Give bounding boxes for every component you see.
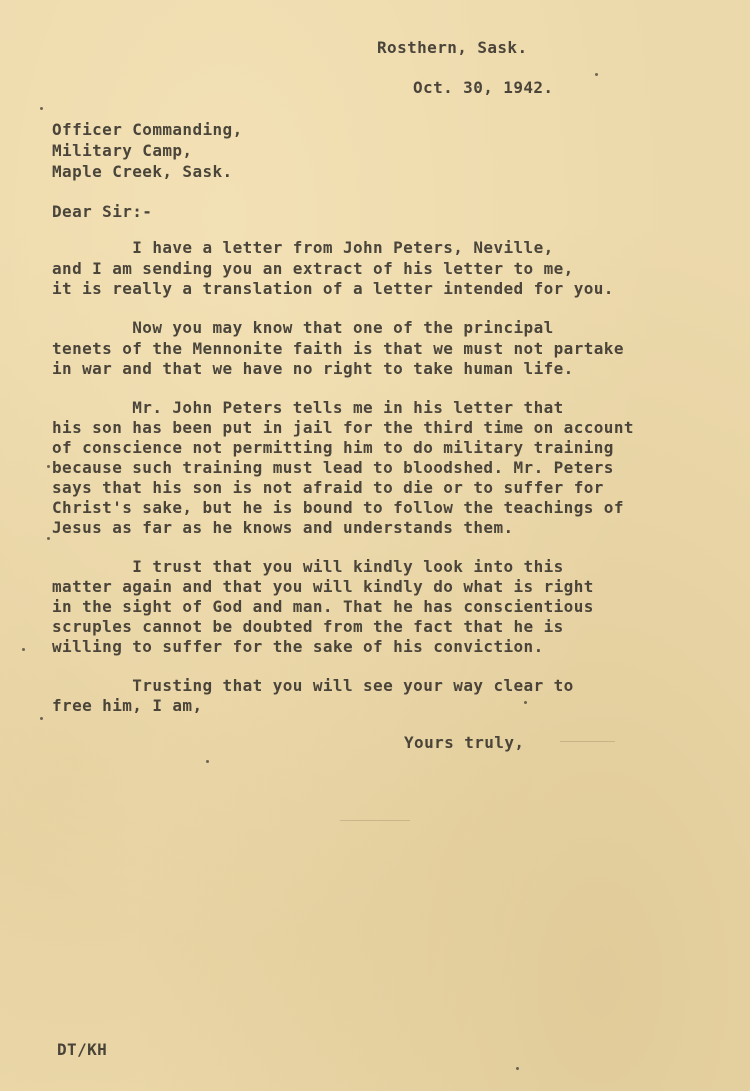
letter-place: Rosthern, Sask.	[377, 38, 528, 57]
paper-speck	[40, 107, 43, 110]
paragraph-line: Mr. John Peters tells me in his letter that	[52, 398, 564, 417]
paper-speck	[524, 701, 527, 704]
paper-speck	[206, 760, 209, 763]
paragraph-line: because such training must lead to bloodshed. Mr. Peters	[52, 458, 614, 477]
typist-initials: DT/KH	[57, 1040, 108, 1059]
paragraph-line: matter again and that you will kindly do what is right	[52, 577, 594, 596]
paragraph-line: in the sight of God and man. That he has conscientious	[52, 597, 594, 616]
recipient-line: Officer Commanding,	[52, 120, 243, 139]
paragraph-line: and I am sending you an extract of his letter to me,	[52, 259, 574, 278]
paper-speck	[47, 465, 50, 468]
recipient-line: Maple Creek, Sask.	[52, 162, 233, 181]
paper-speck	[40, 717, 43, 720]
paragraph-line: in war and that we have no right to take human life.	[52, 359, 574, 378]
paragraph-line: I have a letter from John Peters, Neville,	[52, 238, 554, 257]
letter-date: Oct. 30, 1942.	[413, 78, 554, 97]
paragraph-line: free him, I am,	[52, 696, 203, 715]
paper-speck	[516, 1067, 519, 1070]
paper-mark	[340, 820, 410, 821]
paper-speck	[47, 537, 50, 540]
paragraph-line: of conscience not permitting him to do military training	[52, 438, 614, 457]
paragraph-line: it is really a translation of a letter intended for you.	[52, 279, 614, 298]
paper-speck	[22, 648, 25, 651]
paragraph-line: tenets of the Mennonite faith is that we must not partake	[52, 339, 624, 358]
paragraph-line: says that his son is not afraid to die or to suffer for	[52, 478, 604, 497]
paragraph-line: scruples cannot be doubted from the fact that he is	[52, 617, 564, 636]
paragraph-line: Christ's sake, but he is bound to follow the teachings of	[52, 498, 624, 517]
paper-mark	[560, 741, 615, 742]
paper-speck	[595, 73, 598, 76]
paragraph-line: Now you may know that one of the principal	[52, 318, 554, 337]
paragraph-line: willing to suffer for the sake of his conviction.	[52, 637, 544, 656]
paragraph-line: I trust that you will kindly look into this	[52, 557, 564, 576]
paragraph-line: Jesus as far as he knows and understands them.	[52, 518, 514, 537]
closing: Yours truly,	[404, 733, 525, 752]
paragraph-line: Trusting that you will see your way clear to	[52, 676, 574, 695]
paragraph-line: his son has been put in jail for the third time on account	[52, 418, 634, 437]
salutation: Dear Sir:-	[52, 202, 153, 221]
recipient-line: Military Camp,	[52, 141, 193, 160]
